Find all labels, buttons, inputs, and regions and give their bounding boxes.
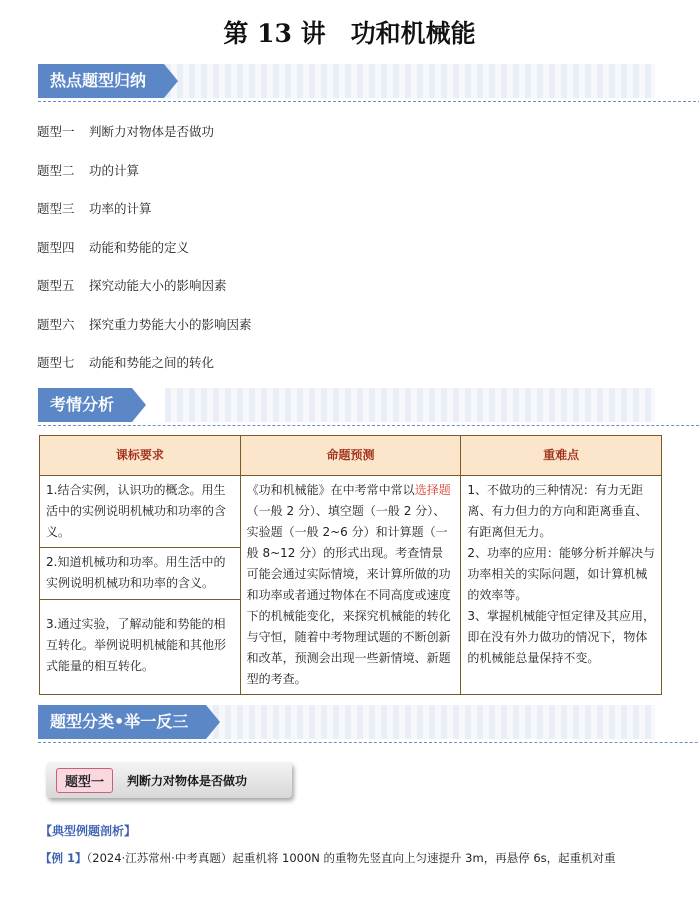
topic-text: 探究动能大小的影响因素 — [89, 278, 227, 293]
prediction-highlight: 选择题 — [414, 483, 451, 497]
topic-text: 功的计算 — [89, 162, 140, 178]
topic-number: 题型四 — [37, 239, 75, 255]
requirement-cell: 2.知道机械功和功率。用生活中的实例说明机械功和功率的含义。 — [46, 555, 226, 590]
topic-number: 题型三 — [37, 201, 75, 216]
topic-text: 判断力对物体是否做功 — [89, 124, 215, 139]
table-row — [40, 476, 662, 548]
list-item — [37, 238, 252, 277]
topic-number: 题型二 — [37, 162, 75, 178]
topic-number: 题型五 — [37, 278, 75, 293]
table-header: 命题预测 — [240, 436, 461, 476]
type-badge — [46, 762, 292, 798]
list-item — [37, 161, 252, 200]
difficulty-cell: 1、不做功的三种情况：有力无距离、有力但力的方向和距离垂直、有距离但无力。 2、功率的应用：能够分析并解决与功率相关的实际问题，如计算机械的效率等。 3、掌握机械能守恒定律及其应用，即在没有外力做功的情况下，物体的机械能总量保持不变。 — [467, 483, 655, 665]
list-item — [37, 353, 252, 392]
prediction-cell — [241, 476, 461, 694]
dashed-divider — [38, 425, 699, 426]
topic-text: 探究重力势能大小的影响因素 — [89, 316, 252, 332]
list-item — [37, 315, 252, 354]
requirement-cell: 3.通过实验，了解动能和势能的相互转化。举例说明机械能和其他形式能量的相互转化。 — [46, 617, 227, 673]
list-item — [37, 199, 252, 238]
topic-text: 功率的计算 — [89, 201, 152, 216]
topic-text: 动能和势能之间的转化 — [89, 355, 215, 370]
requirement-cell: 1.结合实例，认识功的概念。用生活中的实例说明机械功和功率的含义。 — [46, 483, 227, 539]
topic-text: 动能和势能的定义 — [89, 239, 190, 255]
analysis-table — [39, 435, 662, 695]
type-badge-text: 判断力对物体是否做功 — [127, 773, 248, 788]
banner-background — [165, 705, 655, 739]
table-header: 重难点 — [461, 436, 662, 476]
list-item — [37, 276, 252, 315]
dashed-divider — [38, 742, 699, 743]
section-title: 考情分析 — [38, 388, 132, 422]
prediction-text: 《功和机械能》在中考常中常以 — [246, 483, 415, 497]
table-header: 课标要求 — [40, 436, 241, 476]
banner-background — [165, 64, 655, 98]
example-label: 【例 1】 — [40, 851, 87, 865]
type-badge-label: 题型一 — [56, 768, 113, 793]
example-analysis-heading: 【典型例题剖析】 — [40, 824, 137, 838]
section-title: 题型分类•举一反三 — [38, 705, 206, 739]
section-banner-exam-analysis — [38, 388, 132, 422]
table-header-row — [40, 436, 662, 476]
example-question — [40, 850, 616, 866]
section-banner-hot-topics — [38, 64, 164, 98]
page-title: 第 13 讲 功和机械能 — [223, 19, 476, 48]
example-text: （2024·江苏常州·中考真题）起重机将 1000N 的重物先竖直向上匀速提升 3m，再悬停 6s，起重机对重 — [86, 851, 616, 865]
banner-background — [165, 388, 655, 422]
topic-list — [37, 122, 252, 392]
dashed-divider — [38, 101, 699, 102]
section-title: 热点题型归纳 — [38, 64, 164, 98]
topic-number: 题型七 — [37, 355, 75, 370]
topic-number: 题型六 — [37, 316, 75, 332]
section-banner-classification — [38, 705, 206, 739]
list-item — [37, 122, 252, 161]
prediction-text: （一般 2 分）、填空题（一般 2 分）、实验题（一般 2~6 分）和计算题（一般 8~12 分）的形式出现。考查情景可能会通过实际情境，来计算所做的功和功率或者通过物体在不同高度或速度下的机械能变化，来探究机械能的转化与守恒，随着中考物理试题的不断创新和改革，预测会出现一些新情境、新题型的考查。 — [246, 504, 451, 686]
topic-number: 题型一 — [37, 124, 75, 139]
